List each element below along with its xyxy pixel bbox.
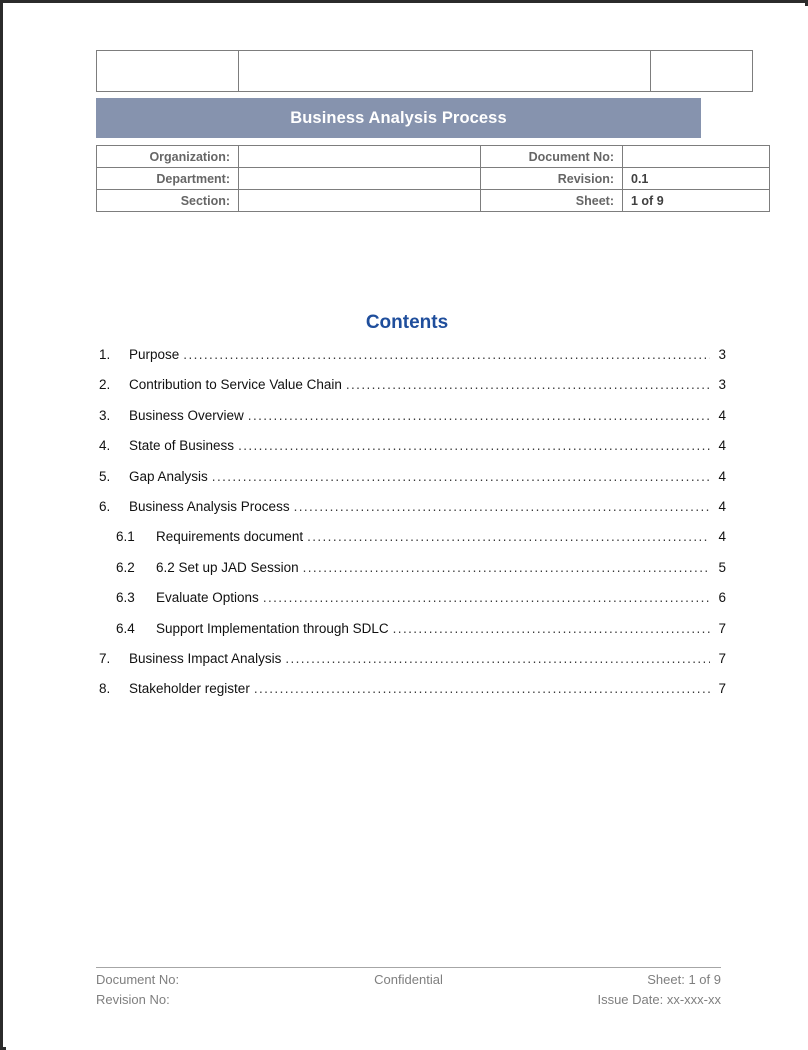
- toc-entry-label: Requirements document: [156, 529, 304, 545]
- toc-dot-leader: [248, 408, 710, 422]
- value-department[interactable]: [239, 168, 481, 190]
- toc-entry-page: 4: [718, 438, 726, 454]
- toc-dot-leader: [303, 560, 710, 574]
- toc-entry-page: 6: [718, 590, 726, 606]
- toc-entry[interactable]: [96, 438, 726, 468]
- header-cell-left[interactable]: [97, 51, 239, 92]
- header-cell-right[interactable]: [651, 51, 753, 92]
- footer-sheet: Sheet: 1 of 9: [647, 972, 721, 987]
- footer-row-top: [96, 972, 721, 992]
- contents-heading: Contents: [365, 312, 449, 333]
- label-department: Department:: [97, 168, 239, 190]
- toc-entry[interactable]: [96, 408, 726, 438]
- document-title: Business Analysis Process: [290, 108, 507, 127]
- table-of-contents: [96, 347, 726, 712]
- toc-entry-label: Support Implementation through SDLC: [156, 620, 389, 636]
- toc-dot-leader: [307, 529, 710, 543]
- toc-entry[interactable]: [96, 499, 726, 529]
- toc-entry[interactable]: [96, 529, 726, 559]
- toc-entry-number: 2.: [99, 377, 111, 393]
- toc-entry-page: 7: [718, 620, 726, 636]
- toc-entry[interactable]: [96, 347, 726, 377]
- document-title-bar: [96, 98, 701, 138]
- toc-entry-number: 1.: [99, 347, 111, 362]
- toc-entry-number: 5.: [99, 468, 111, 484]
- toc-entry-number: 6.: [99, 498, 111, 514]
- toc-entry-page: 4: [718, 407, 726, 423]
- toc-entry-page: 3: [718, 377, 726, 393]
- document-metadata-table: [96, 145, 770, 212]
- page-footer: [96, 972, 721, 1012]
- footer-row-bottom: [96, 992, 721, 1012]
- footer-issue-date: Issue Date: xx-xxx-xx: [597, 992, 721, 1007]
- toc-entry-number: 6.4: [116, 620, 135, 636]
- footer-document-no: Document No:: [96, 972, 180, 987]
- toc-dot-leader: [263, 590, 710, 604]
- toc-entry-label: State of Business: [129, 438, 235, 454]
- header-cell-center[interactable]: [239, 51, 651, 92]
- toc-entry-number: 4.: [99, 438, 111, 454]
- toc-entry[interactable]: [96, 621, 726, 651]
- value-revision[interactable]: 0.1: [623, 168, 770, 190]
- header-logo-table: [96, 50, 753, 92]
- label-section: Section:: [97, 190, 239, 212]
- toc-dot-leader: [346, 377, 710, 391]
- label-sheet: Sheet:: [481, 190, 623, 212]
- toc-dot-leader: [393, 621, 710, 635]
- label-document-no: Document No:: [481, 146, 623, 168]
- toc-entry-number: 6.3: [116, 590, 135, 606]
- toc-entry[interactable]: [96, 377, 726, 407]
- toc-entry[interactable]: [96, 590, 726, 620]
- toc-dot-leader: [254, 681, 710, 695]
- toc-entry[interactable]: [96, 560, 726, 590]
- toc-entry-page: 5: [718, 559, 726, 575]
- toc-entry[interactable]: [96, 681, 726, 711]
- toc-entry-page: 4: [718, 529, 726, 545]
- footer-divider: [96, 967, 721, 968]
- toc-entry-page: 3: [718, 347, 726, 362]
- value-document-no[interactable]: [623, 146, 770, 168]
- toc-entry-label: Business Overview: [129, 407, 244, 423]
- toc-entry-number: 3.: [99, 407, 111, 423]
- value-organization[interactable]: [239, 146, 481, 168]
- table-row: [97, 190, 770, 212]
- toc-entry[interactable]: [96, 651, 726, 681]
- value-section[interactable]: [239, 190, 481, 212]
- label-revision: Revision:: [481, 168, 623, 190]
- footer-confidential: Confidential: [374, 972, 443, 987]
- document-page: [6, 6, 808, 1050]
- toc-dot-leader: [183, 347, 710, 361]
- table-row: [97, 168, 770, 190]
- toc-entry-page: 7: [718, 681, 726, 697]
- toc-dot-leader: [238, 438, 710, 452]
- toc-dot-leader: [285, 651, 710, 665]
- table-row: [97, 146, 770, 168]
- footer-revision-no: Revision No:: [96, 992, 170, 1007]
- label-organization: Organization:: [97, 146, 239, 168]
- toc-entry-label: Business Impact Analysis: [129, 650, 282, 666]
- toc-dot-leader: [294, 499, 710, 513]
- toc-entry-label: Stakeholder register: [129, 681, 250, 697]
- toc-entry-number: 8.: [99, 681, 111, 697]
- toc-entry-label: Evaluate Options: [156, 590, 259, 606]
- toc-entry-label: 6.2 Set up JAD Session: [156, 559, 299, 575]
- toc-entry-page: 4: [718, 498, 726, 514]
- toc-entry-label: Business Analysis Process: [129, 498, 290, 514]
- toc-entry[interactable]: [96, 469, 726, 499]
- toc-entry-number: 6.1: [116, 529, 135, 545]
- toc-entry-number: 7.: [99, 650, 111, 666]
- toc-entry-label: Purpose: [129, 347, 180, 362]
- toc-entry-number: 6.2: [116, 559, 135, 575]
- value-sheet[interactable]: 1 of 9: [623, 190, 770, 212]
- toc-dot-leader: [212, 469, 710, 483]
- toc-entry-page: 4: [718, 468, 726, 484]
- toc-entry-label: Gap Analysis: [129, 468, 208, 484]
- table-row: [97, 51, 753, 92]
- toc-entry-label: Contribution to Service Value Chain: [129, 377, 342, 393]
- toc-entry-page: 7: [718, 650, 726, 666]
